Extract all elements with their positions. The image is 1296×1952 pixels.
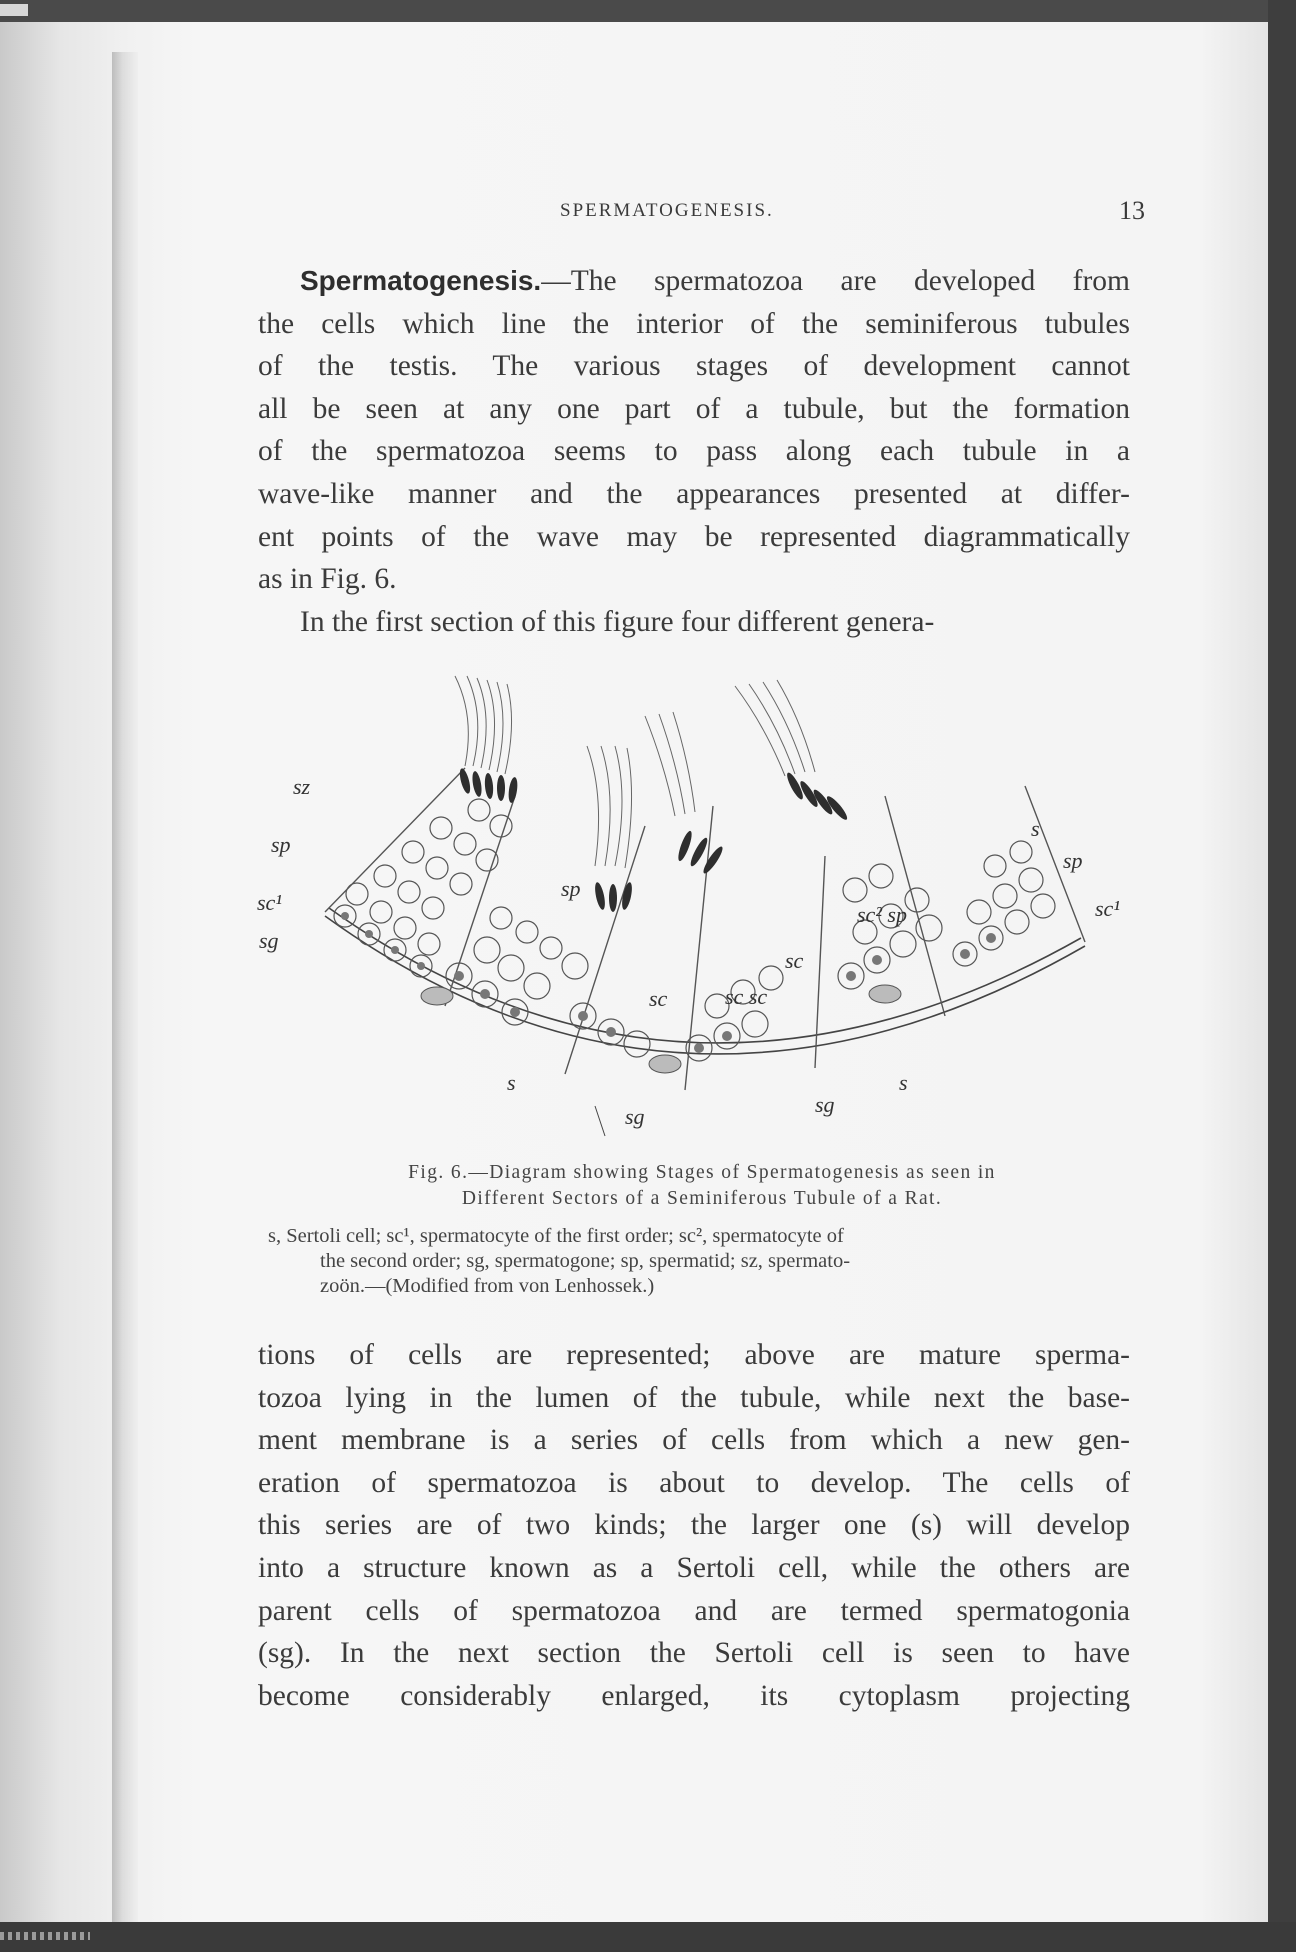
sector-dividers <box>325 768 1085 1090</box>
book-gutter <box>112 52 138 1922</box>
figure-6-diagram <box>257 676 1125 1136</box>
label-sp-right: sp <box>1063 848 1083 873</box>
figure-caption <box>268 1160 1136 1299</box>
scan-bottom-border <box>0 1922 1296 1952</box>
text-line: ent points of the wave may be represented diagrammatically <box>258 520 1130 553</box>
label-sg-bottom2: sg <box>815 1092 835 1117</box>
caption-legend-line: zoön.—(Modified from von Lenhossek.) <box>320 1275 655 1297</box>
text-line <box>258 260 1130 303</box>
text-span: —The spermatozoa are developed from <box>541 265 1130 297</box>
paragraph-continuation <box>258 1334 1130 1717</box>
text-line: wave-like manner and the appearances presented at differ- <box>258 477 1130 510</box>
text-line: parent cells of spermatozoa and are termed spermatogonia <box>258 1594 1130 1627</box>
label-sp-left: sp <box>271 832 291 857</box>
text-line: become considerably enlarged, its cytoplasm projecting <box>258 1679 1130 1712</box>
basement-membrane-inner <box>329 908 1081 1043</box>
scan-top-border <box>0 0 1296 22</box>
page-number: 13 <box>1119 196 1145 225</box>
scan-ruler-marks <box>0 1932 90 1940</box>
label-s-bottom1: s <box>507 1070 516 1095</box>
page-header <box>270 196 1145 232</box>
paragraph-spermatogenesis <box>258 260 1130 643</box>
running-head: SPERMATOGENESIS. <box>560 200 774 221</box>
text-line: this series are of two kinds; the larger one (s) will develop <box>258 1509 1130 1542</box>
label-sc1-left: sc¹ <box>257 890 282 915</box>
caption-title-line: Fig. 6.—Diagram showing Stages of Spermatogenesis as seen in <box>408 1162 996 1183</box>
text-line: tions of cells are represented; above are mature sperma- <box>258 1339 1130 1371</box>
caption-legend-line: the second order; sg, spermatogone; sp, spermatid; sz, spermato- <box>320 1250 851 1272</box>
tubule-diagram-svg <box>257 676 1125 1136</box>
scan-right-border <box>1268 0 1296 1952</box>
label-s-right: s <box>1031 816 1040 841</box>
caption-title <box>268 1160 1136 1212</box>
text-line: all be seen at any one part of a tubule, but the formation <box>258 392 1130 425</box>
text-line: into a structure known as a Sertoli cell, while the others are <box>258 1551 1130 1584</box>
spermatozoa-tails <box>455 676 815 868</box>
text-line: the cells which line the interior of the seminiferous tubules <box>258 307 1130 340</box>
label-sg-left: sg <box>259 928 279 953</box>
label-sc-mid3: sc <box>785 948 804 973</box>
text-line: eration of spermatozoa is about to develop. The cells of <box>258 1466 1130 1499</box>
section-lead: Spermatogenesis. <box>300 265 542 296</box>
label-sc2-sp: sc² sp <box>857 902 907 927</box>
sg-pointer <box>595 1106 605 1136</box>
label-sc1-right: sc¹ <box>1095 896 1120 921</box>
label-sp-mid: sp <box>561 876 581 901</box>
germ-cells <box>334 799 1055 1061</box>
text-line: tozoa lying in the lumen of the tubule, while next the base- <box>258 1381 1130 1414</box>
label-sc-mid1: sc <box>649 986 668 1011</box>
basement-membrane-outer <box>325 916 1085 1054</box>
text-line: of the spermatozoa seems to pass along each tubule in a <box>258 435 1130 468</box>
caption-legend <box>268 1224 1136 1299</box>
label-sz: sz <box>293 774 311 799</box>
label-s-bottom2: s <box>899 1070 908 1095</box>
text-line: (sg). In the next section the Sertoli cell is seen to have <box>258 1637 1130 1670</box>
cell-nuclei <box>341 912 996 1053</box>
text-line: In the first section of this figure four different genera- <box>300 605 935 638</box>
spermatozoa-heads <box>458 767 850 912</box>
caption-title-line: Different Sectors of a Seminiferous Tubule of a Rat. <box>461 1188 943 1209</box>
caption-legend-line: s, Sertoli cell; sc¹, spermatocyte of the first order; sc², spermatocyte of <box>268 1225 844 1247</box>
scan-ruler-marks <box>0 4 28 16</box>
label-sg-bottom1: sg <box>625 1104 645 1129</box>
text-line: ment membrane is a series of cells from which a new gen- <box>258 1424 1130 1457</box>
text-line: as in Fig. 6. <box>258 563 397 596</box>
text-line: of the testis. The various stages of development cannot <box>258 350 1130 383</box>
label-sc-mid2: sc sc <box>725 984 768 1009</box>
